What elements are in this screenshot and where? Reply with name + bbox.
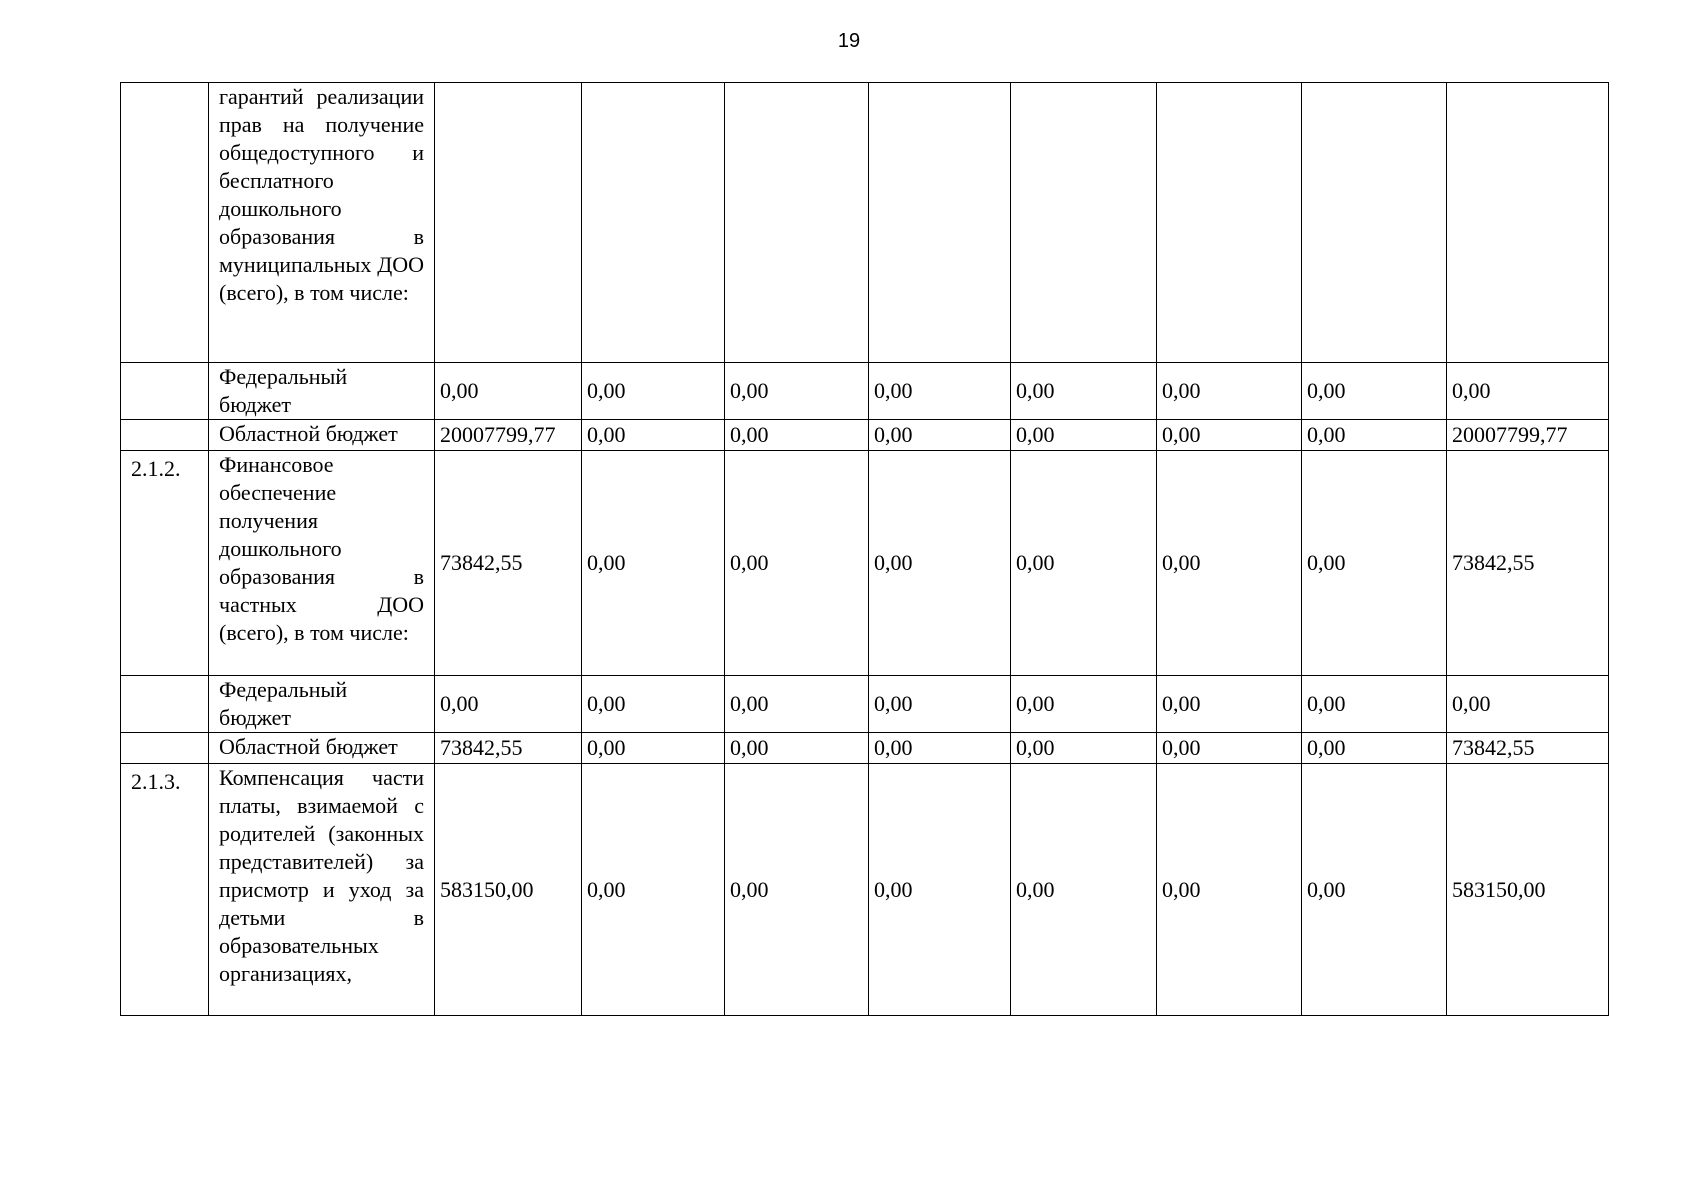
value-cell [869,83,1011,363]
value-cell: 73842,55 [435,733,582,764]
value-cell: 0,00 [869,764,1011,1016]
value-cell: 0,00 [435,676,582,733]
value-cell: 0,00 [1011,363,1157,420]
row-description: Областной бюджет [209,733,435,764]
value-cell: 0,00 [582,676,725,733]
value-cell: 0,00 [869,733,1011,764]
value-cell: 0,00 [582,420,725,451]
table-row [121,451,1609,676]
value-cell: 0,00 [582,363,725,420]
table-row [121,420,1609,451]
value-cell: 0,00 [725,733,869,764]
value-cell: 0,00 [869,676,1011,733]
value-cell: 20007799,77 [1447,420,1609,451]
value-cell: 73842,55 [1447,733,1609,764]
value-cell: 0,00 [1302,733,1447,764]
row-number [121,676,209,733]
value-cell: 0,00 [1011,676,1157,733]
value-cell: 0,00 [725,676,869,733]
value-cell: 0,00 [1157,451,1302,676]
value-cell [435,83,582,363]
value-cell: 0,00 [1302,420,1447,451]
table-row [121,764,1609,1016]
row-description: Областной бюджет [209,420,435,451]
row-description: гарантий реализации прав на получение общедоступного и бесплатного дошкольного образования в муниципальных ДОО (всего), в том числе: [209,83,435,363]
table-row [121,363,1609,420]
value-cell: 0,00 [869,451,1011,676]
value-cell: 0,00 [1157,363,1302,420]
value-cell: 0,00 [1302,676,1447,733]
value-cell [725,83,869,363]
row-number [121,83,209,363]
value-cell: 0,00 [1447,363,1609,420]
value-cell: 0,00 [869,420,1011,451]
value-cell: 73842,55 [1447,451,1609,676]
budget-table [120,82,1609,1016]
value-cell: 0,00 [1157,733,1302,764]
value-cell: 0,00 [1302,451,1447,676]
value-cell: 0,00 [582,764,725,1016]
value-cell: 0,00 [1302,363,1447,420]
value-cell: 0,00 [869,363,1011,420]
row-description: Федеральный бюджет [209,676,435,733]
value-cell: 0,00 [1447,676,1609,733]
value-cell [1302,83,1447,363]
value-cell [1447,83,1609,363]
value-cell: 0,00 [725,363,869,420]
value-cell: 0,00 [1011,764,1157,1016]
value-cell: 0,00 [725,451,869,676]
value-cell [582,83,725,363]
value-cell: 0,00 [435,363,582,420]
value-cell: 583150,00 [1447,764,1609,1016]
row-number: 2.1.2. [121,451,209,676]
row-description: Компенсация части платы, взимаемой с родителей (законных представителей) за присмотр и уход за детьми в образовательных организациях, [209,764,435,1016]
value-cell: 0,00 [1011,420,1157,451]
value-cell: 0,00 [582,733,725,764]
value-cell: 20007799,77 [435,420,582,451]
value-cell: 0,00 [1157,420,1302,451]
value-cell: 0,00 [725,420,869,451]
value-cell: 0,00 [1157,676,1302,733]
row-number: 2.1.3. [121,764,209,1016]
value-cell: 0,00 [1157,764,1302,1016]
row-description: Федеральный бюджет [209,363,435,420]
table-row [121,676,1609,733]
table-row [121,733,1609,764]
value-cell [1157,83,1302,363]
value-cell: 73842,55 [435,451,582,676]
row-number [121,733,209,764]
page-number: 19 [837,30,861,52]
value-cell: 0,00 [725,764,869,1016]
row-number [121,420,209,451]
value-cell: 0,00 [1011,451,1157,676]
value-cell: 0,00 [1302,764,1447,1016]
table-row [121,83,1609,363]
value-cell: 0,00 [1011,733,1157,764]
row-number [121,363,209,420]
value-cell: 0,00 [582,451,725,676]
row-description: Финансовое обеспечение получения дошкольного образования в частных ДОО (всего), в том числе: [209,451,435,676]
value-cell [1011,83,1157,363]
value-cell: 583150,00 [435,764,582,1016]
